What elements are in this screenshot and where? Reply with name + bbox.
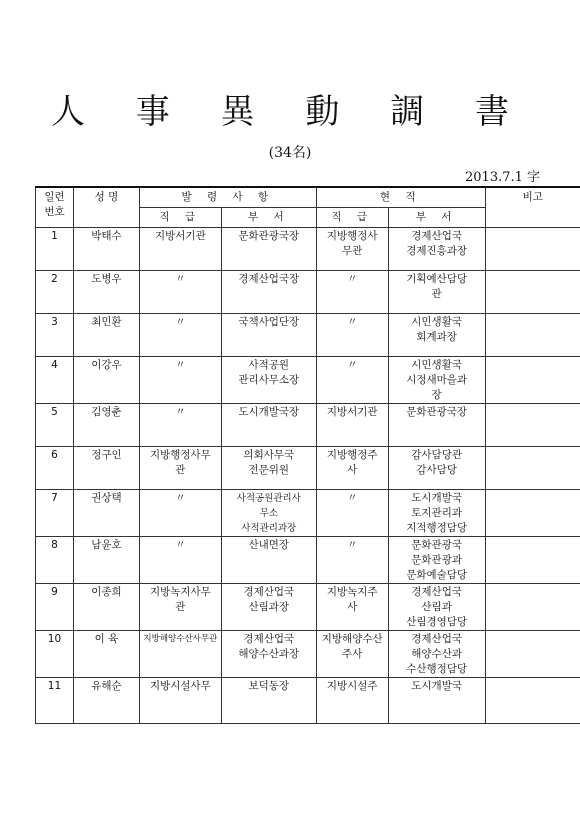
row-new-grade-text: 지방행정사무 관 — [149, 449, 211, 476]
header-current: 현 직 — [316, 187, 485, 208]
row-new-grade — [139, 678, 221, 724]
row-cur-dept — [388, 271, 485, 314]
row-new-dept-text: 의회사무국 전문위원 — [243, 449, 295, 476]
row-remark-text — [486, 314, 580, 315]
row-remark — [485, 584, 580, 631]
row-new-dept — [221, 490, 316, 537]
row-cur-dept — [388, 447, 485, 490]
row-cur-dept-text: 시민생활국 시정새마을과 장 — [406, 359, 468, 401]
header-new-grade: 직 급 — [139, 208, 221, 228]
row-name — [73, 631, 139, 678]
row-new-grade — [139, 490, 221, 537]
row-no — [36, 228, 74, 271]
table-row — [36, 537, 580, 584]
row-remark — [485, 490, 580, 537]
row-cur-dept — [388, 404, 485, 447]
row-cur-grade-text: 지방행정주 사 — [326, 449, 378, 476]
row-cur-dept — [388, 631, 485, 678]
row-new-grade — [139, 447, 221, 490]
row-remark-text — [486, 404, 580, 405]
row-cur-dept — [388, 678, 485, 724]
row-name — [73, 537, 139, 584]
table-row — [36, 271, 580, 314]
table-row — [36, 631, 580, 678]
row-no-text: 11 — [47, 680, 62, 692]
row-no-text: 7 — [51, 492, 58, 504]
row-no — [36, 271, 74, 314]
document-date: 2013.7.1 字 — [465, 170, 541, 185]
row-new-grade-text: 지방서기관 — [155, 230, 206, 242]
row-remark — [485, 631, 580, 678]
table-row — [36, 678, 580, 724]
row-name-text: 이강우 — [91, 359, 122, 371]
table-row — [36, 447, 580, 490]
row-name — [73, 490, 139, 537]
row-new-grade-text: 〃 — [175, 273, 186, 285]
row-new-dept — [221, 314, 316, 357]
row-cur-grade — [316, 314, 388, 357]
row-new-grade — [139, 271, 221, 314]
row-new-dept-text: 사적공원관리사 무소 사적관리과장 — [236, 493, 301, 534]
row-name-text: 최민환 — [91, 316, 122, 328]
row-cur-grade — [316, 271, 388, 314]
row-no — [36, 537, 74, 584]
row-name — [73, 271, 139, 314]
row-new-dept — [221, 584, 316, 631]
row-new-dept — [221, 537, 316, 584]
row-cur-grade — [316, 631, 388, 678]
row-new-dept — [221, 631, 316, 678]
row-cur-dept-text: 경제산업국 산림과 산림경영담당 — [406, 586, 468, 628]
row-name-text: 남윤호 — [91, 539, 122, 551]
row-cur-dept-text: 경제산업국 경제진흥과장 — [406, 230, 468, 257]
row-remark — [485, 271, 580, 314]
row-remark-text — [486, 357, 580, 358]
row-no — [36, 584, 74, 631]
personnel-table — [35, 186, 580, 724]
row-no-text: 5 — [51, 406, 58, 418]
row-new-grade — [139, 631, 221, 678]
row-name — [73, 584, 139, 631]
row-new-grade — [139, 584, 221, 631]
row-name-text: 유해순 — [91, 680, 122, 692]
row-name — [73, 447, 139, 490]
row-no-text: 10 — [47, 633, 62, 645]
row-cur-dept — [388, 357, 485, 404]
row-remark — [485, 228, 580, 271]
row-cur-dept — [388, 314, 485, 357]
row-remark — [485, 537, 580, 584]
row-new-dept-text: 사적공원 관리사무소장 — [238, 359, 300, 386]
row-new-dept — [221, 678, 316, 724]
row-no — [36, 447, 74, 490]
row-no — [36, 631, 74, 678]
row-name — [73, 357, 139, 404]
row-name-text: 정구인 — [91, 449, 122, 461]
row-cur-grade-text: 〃 — [346, 359, 358, 371]
row-cur-dept — [388, 228, 485, 271]
header-name: 성 명 — [73, 187, 139, 228]
header-remark: 비고 — [485, 187, 580, 228]
row-remark-text — [486, 271, 580, 272]
row-cur-dept-text: 문화관광국 문화관광과 문화예술담당 — [406, 539, 468, 581]
row-no — [36, 404, 74, 447]
row-cur-grade-text: 지방행정사 무관 — [326, 230, 378, 257]
row-no-text: 1 — [51, 230, 58, 242]
row-remark-text — [486, 678, 580, 679]
header-issued: 발 령 사 항 — [139, 187, 316, 208]
row-remark — [485, 404, 580, 447]
row-name — [73, 314, 139, 357]
row-cur-grade-text: 지방시설주 — [326, 680, 378, 692]
table-row — [36, 584, 580, 631]
row-cur-dept — [388, 490, 485, 537]
row-cur-dept-text: 도시개발국 토지관리과 지적행정담당 — [406, 492, 468, 534]
row-remark — [485, 678, 580, 724]
row-cur-grade-text: 지방해양수산 주사 — [321, 633, 383, 660]
row-cur-grade-text: 〃 — [346, 273, 358, 285]
row-remark-text — [486, 584, 580, 585]
row-cur-grade — [316, 537, 388, 584]
row-cur-dept-text: 시민생활국 회계과장 — [411, 316, 462, 343]
row-new-grade-text: 〃 — [175, 406, 186, 418]
row-new-grade-text: 〃 — [175, 539, 186, 551]
row-cur-grade — [316, 584, 388, 631]
row-new-dept-text: 경제산업국 해양수산과장 — [238, 633, 300, 660]
row-cur-grade — [316, 447, 388, 490]
row-new-dept-text: 경제산업국장 — [238, 273, 300, 285]
row-new-dept — [221, 404, 316, 447]
row-new-grade-text: 〃 — [175, 492, 186, 504]
row-remark-text — [486, 490, 580, 491]
row-remark — [485, 357, 580, 404]
row-new-grade — [139, 404, 221, 447]
row-cur-dept-text: 도시개발국 — [411, 680, 462, 692]
row-new-dept — [221, 271, 316, 314]
row-no-text: 9 — [51, 586, 58, 598]
row-cur-grade — [316, 228, 388, 271]
row-new-dept-text: 경제산업국 산림과장 — [243, 586, 295, 613]
row-remark — [485, 314, 580, 357]
table-row — [36, 357, 580, 404]
header-new-dept: 부 서 — [221, 208, 316, 228]
row-new-dept — [221, 228, 316, 271]
row-name-text: 박태수 — [91, 230, 122, 242]
row-new-dept — [221, 447, 316, 490]
row-name — [73, 228, 139, 271]
row-name-text: 권상택 — [91, 492, 122, 504]
row-cur-dept-text: 감사담당관 감사담당 — [411, 449, 462, 476]
row-no — [36, 490, 74, 537]
row-no-text: 4 — [51, 359, 58, 371]
row-cur-dept — [388, 537, 485, 584]
row-no — [36, 314, 74, 357]
row-new-grade-text: 지방해양수산사무관 — [143, 634, 218, 644]
row-remark-text — [486, 537, 580, 538]
header-cur-grade: 직 급 — [316, 208, 388, 228]
row-name-text: 도병우 — [91, 273, 122, 285]
row-new-dept — [221, 357, 316, 404]
row-new-grade-text: 〃 — [175, 359, 186, 371]
row-name-text: 김영춘 — [91, 406, 122, 418]
row-new-grade-text: 지방시설사무 — [149, 680, 211, 692]
row-name-text: 이종희 — [91, 586, 122, 598]
table-row — [36, 228, 580, 271]
row-name — [73, 404, 139, 447]
row-new-dept-text: 산내면장 — [248, 539, 290, 551]
header-row-main — [36, 187, 580, 208]
row-cur-grade-text: 지방서기관 — [326, 406, 378, 418]
row-cur-grade — [316, 678, 388, 724]
row-new-dept-text: 도시개발국장 — [238, 406, 300, 418]
row-no-text: 6 — [51, 449, 58, 461]
row-new-dept-text: 문화관광국장 — [238, 230, 300, 242]
row-name — [73, 678, 139, 724]
table-row — [36, 404, 580, 447]
row-cur-grade-text: 〃 — [346, 492, 358, 504]
row-cur-grade — [316, 357, 388, 404]
row-new-grade-text: 〃 — [175, 316, 186, 328]
row-no-text: 3 — [51, 316, 58, 328]
row-cur-grade — [316, 490, 388, 537]
row-no-text: 2 — [51, 273, 58, 285]
row-no — [36, 678, 74, 724]
table-row — [36, 314, 580, 357]
header-cur-dept: 부 서 — [388, 208, 485, 228]
row-new-dept-text: 국책사업단장 — [238, 316, 300, 328]
document-title: 人 事 異 動 調 書 — [50, 92, 530, 132]
row-cur-dept-text: 문화관광국장 — [406, 406, 468, 418]
row-new-grade — [139, 537, 221, 584]
row-remark-text — [486, 447, 580, 448]
row-no-text: 8 — [51, 539, 58, 551]
table-row — [36, 490, 580, 537]
row-cur-grade-text: 〃 — [346, 539, 358, 551]
row-cur-dept-text: 경제산업국 해양수산과 수산행정담당 — [406, 633, 468, 675]
row-new-grade — [139, 314, 221, 357]
row-cur-grade — [316, 404, 388, 447]
row-no — [36, 357, 74, 404]
row-new-dept-text: 보덕동장 — [248, 680, 290, 692]
header-no: 일련 번호 — [36, 187, 74, 228]
row-remark — [485, 447, 580, 490]
row-cur-dept — [388, 584, 485, 631]
row-new-grade — [139, 228, 221, 271]
row-name-text: 이 육 — [94, 633, 119, 645]
document-subtitle: (34名) — [268, 145, 312, 161]
row-cur-dept-text: 기획예산담당 관 — [406, 273, 468, 300]
row-new-grade — [139, 357, 221, 404]
row-cur-grade-text: 지방녹지주 사 — [326, 586, 378, 613]
row-cur-grade-text: 〃 — [346, 316, 358, 328]
row-new-grade-text: 지방녹지사무 관 — [149, 586, 211, 613]
row-remark-text — [486, 228, 580, 229]
row-remark-text — [486, 631, 580, 632]
